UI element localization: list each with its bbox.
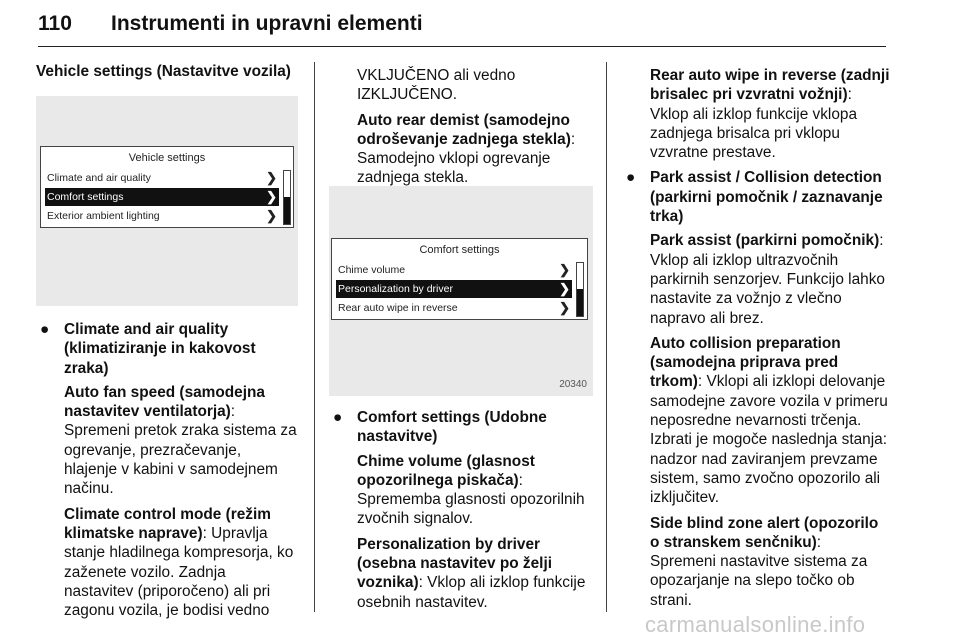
bullet-icon: ● <box>626 169 636 187</box>
setting-name: Park assist (parkirni pomočnik) <box>650 232 880 250</box>
menu-row-selected: Personalization by driver ❯ <box>338 281 570 296</box>
page-title: Instrumenti in upravni elementi <box>111 12 423 35</box>
section-heading: Vehicle settings (Nastavitve vozila) <box>36 63 291 80</box>
setting-entry <box>329 535 595 612</box>
setting-entry <box>622 66 890 162</box>
setting-description: Vklop ali izklop ultrazvočnih parkirnih senzorjev. Funkcijo lahko nastavite za vožnjo z vlečno napravo ali brez. <box>650 251 885 327</box>
setting-entry <box>622 334 890 508</box>
scroll-thumb <box>577 289 583 316</box>
setting-description: : Vklop ali izklop funkcije vklopa zadnjega brisalca pri vklopu vzvratne prestave. <box>650 86 858 162</box>
setting-name: Auto collision preparation (samodejna priprava pred trkom) <box>650 334 841 391</box>
setting-name: Auto rear demist (samodejno odroševanje zadnjega stekla) <box>357 111 571 148</box>
column-2 <box>329 66 595 194</box>
setting-name: Side blind zone alert (opozorilo o stranskem senčniku) <box>650 514 879 551</box>
setting-entry <box>36 505 298 621</box>
page-number: 110 <box>38 12 72 35</box>
setting-description: Sprememba glasnosti opozorilnih zvočnih signalov. <box>357 491 585 528</box>
column-divider <box>606 62 607 612</box>
setting-entry: Auto rear demist (samodejno odroševanje zadnjega stekla): Samodejno vklopi ogrevanje zadnjega stekla. <box>357 111 576 187</box>
bullet-title: Climate and air quality (klimatiziranje in kakovost zraka) <box>64 321 256 377</box>
column-1-body <box>36 320 298 626</box>
column-3 <box>622 66 890 616</box>
setting-entry: Park assist (parkirni pomočnik): Vklop ali izklop ultrazvočnih parkirnih senzorjev. Funkcijo lahko nastavite za vožnjo z vlečno napravo ali brez. <box>650 232 885 327</box>
chevron-right-icon: ❯ <box>266 208 277 223</box>
chevron-right-icon: ❯ <box>266 189 277 204</box>
display-frame <box>331 238 588 320</box>
display-frame <box>40 146 294 228</box>
vehicle-settings-figure <box>36 96 298 306</box>
chevron-right-icon: ❯ <box>559 262 570 277</box>
menu-row-selected: Comfort settings ❯ <box>47 189 277 204</box>
setting-description: Spremeni pretok zraka sistema za ogrevanje, prezračevanje, hlajenje v kabini v samodejnem načinu. <box>64 422 297 498</box>
scrollbar <box>576 262 584 317</box>
bullet-title: Comfort settings (Udobne nastavitve) <box>357 409 547 446</box>
setting-entry: Auto fan speed (samodejna nastavitev ventilatorja): Spremeni pretok zraka sistema za ogrevanje, prezračevanje, hlajenje v kabini v samodejnem načinu. <box>64 383 297 498</box>
menu-row: Exterior ambient lighting ❯ <box>47 208 277 223</box>
bullet-title: Park assist / Collision detection (parkirni pomočnik / zaznavanje trka) <box>650 169 883 226</box>
setting-description: : Vklop ali izklop funkcije osebnih nastavitev. <box>357 574 586 611</box>
bullet-icon: ● <box>333 409 343 426</box>
continued-text: VKLJUČENO ali vedno IZKLJUČENO. <box>357 67 516 104</box>
chevron-right-icon: ❯ <box>559 300 570 315</box>
setting-description: Samodejno vklopi ogrevanje zadnjega stekla. <box>357 150 551 187</box>
screen-title: Comfort settings <box>419 244 500 256</box>
comfort-settings-figure <box>329 186 593 396</box>
setting-description: : Vklopi ali izklopi delovanje samodejne zavore vozila v primeru neposredne nevarnosti trčenja. Izbrati je mogoče naslednja stanja: nadzor nad zaviranjem prevzame sistem, samo zvočno opozorilo ali izključitev. <box>650 373 888 507</box>
figure-code: 20340 <box>559 379 587 390</box>
bullet-item <box>329 408 595 447</box>
column-1 <box>36 62 298 83</box>
chevron-right-icon: ❯ <box>559 281 570 296</box>
setting-name: Auto fan speed (samodejna nastavitev ventilatorja) <box>64 383 265 421</box>
bullet-item <box>622 168 890 226</box>
setting-entry <box>622 514 890 610</box>
column-divider <box>314 62 315 612</box>
setting-entry: Chime volume (glasnost opozorilnega piskača): Sprememba glasnosti opozorilnih zvočnih signalov. <box>357 452 585 528</box>
setting-name: Rear auto wipe in reverse (zadnji brisalec pri vzvratni vožnji) <box>650 67 890 104</box>
scroll-thumb <box>284 197 290 224</box>
setting-description: : Spremeni nastavitve sistema za opozarjanje na slepo točko ob strani. <box>650 533 868 609</box>
menu-row: Chime volume ❯ <box>338 262 570 277</box>
watermark: carmanualsonline.info <box>645 612 866 637</box>
scrollbar <box>283 170 291 225</box>
bullet-icon: ● <box>40 321 50 338</box>
chevron-right-icon: ❯ <box>266 170 277 185</box>
header-rule <box>38 46 886 47</box>
setting-description: : Upravlja stanje hladilnega kompresorja, ko zaženete vozilo. Zadnja nastavitev (priporočeno) ali pri zagonu vozila, je bodisi vedno <box>64 524 294 620</box>
setting-name: Personalization by driver (osebna nastavitev po želji voznika) <box>357 535 553 592</box>
menu-row: Rear auto wipe in reverse ❯ <box>338 300 570 315</box>
column-2-body <box>329 408 595 618</box>
page-header <box>38 8 886 48</box>
menu-row: Climate and air quality ❯ <box>47 170 277 185</box>
setting-name: Climate control mode (režim klimatske naprave) <box>64 505 271 542</box>
screen-title: Vehicle settings <box>128 152 206 164</box>
setting-name: Chime volume (glasnost opozorilnega piskača) <box>357 452 535 489</box>
bullet-item <box>36 320 298 378</box>
